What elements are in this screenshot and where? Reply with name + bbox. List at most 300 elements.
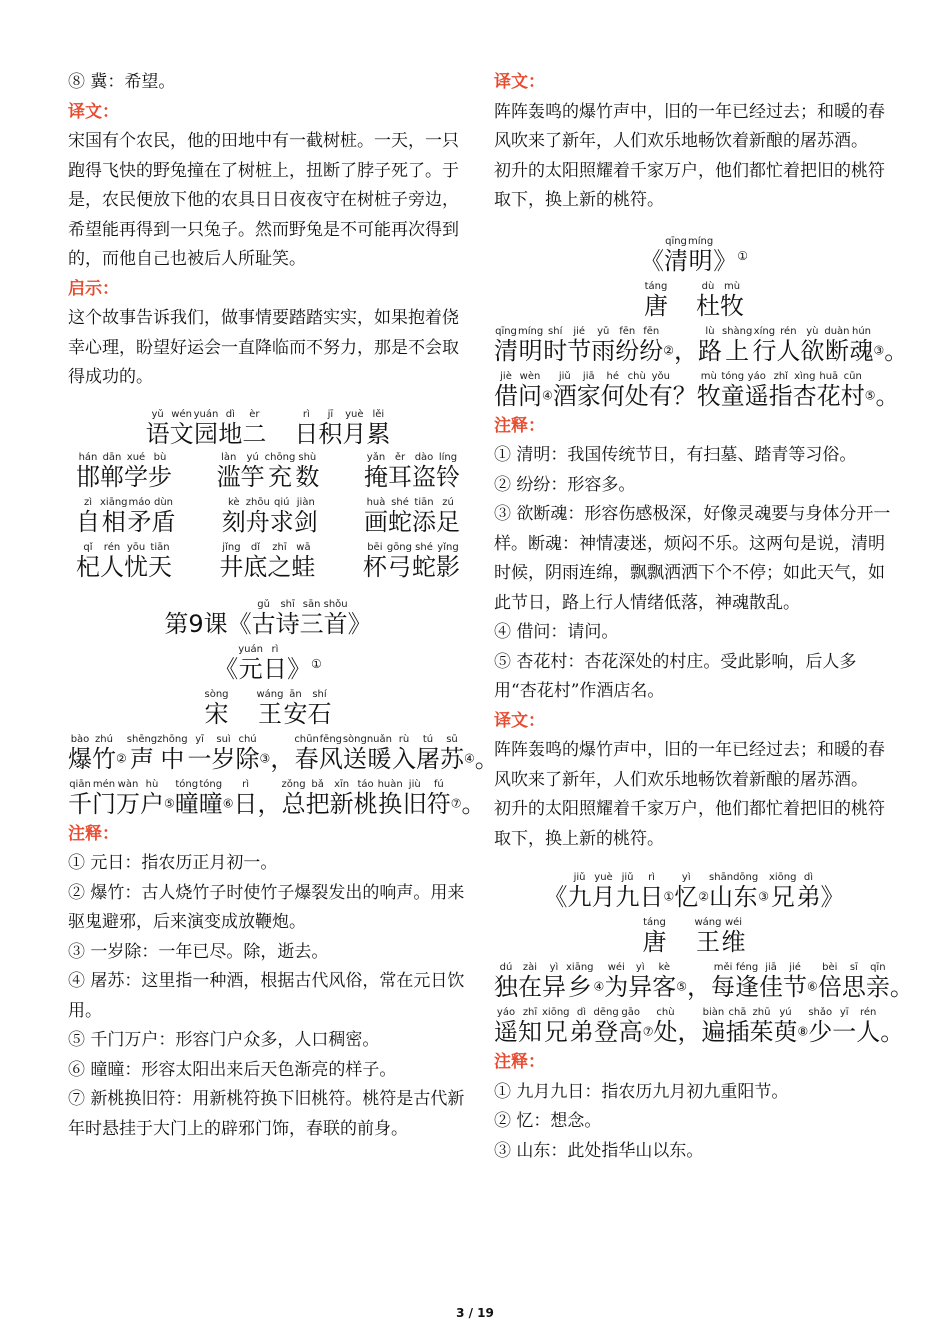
hanzi: 三	[299, 609, 324, 638]
pinyin-reading: dì	[803, 872, 814, 883]
pinyin-char	[243, 542, 267, 581]
pinyin-reading: yú	[779, 1007, 792, 1018]
pinyin-reading: fú	[433, 778, 444, 790]
poem-title-yuanri: 《 yuán 元 rì 日 》①	[214, 643, 322, 683]
pinyin-reading: nuǎn	[366, 733, 392, 745]
pinyin-char	[342, 409, 366, 448]
hanzi: 语	[145, 419, 170, 448]
pinyin-reading: wèn	[519, 370, 541, 382]
hanzi: 屠	[416, 744, 440, 773]
idiom-row-3	[68, 542, 468, 581]
hanzi: 园	[193, 419, 218, 448]
pinyin-reading: sòng	[204, 688, 229, 700]
pinyin-reading: gōng	[386, 541, 412, 553]
hanzi: 魂	[849, 336, 874, 365]
pinyin-reading: hé	[606, 370, 620, 382]
pinyin-char	[140, 779, 164, 818]
hanzi: 学	[124, 462, 148, 491]
hanzi: 独	[494, 973, 518, 1001]
pinyin-char	[494, 1007, 518, 1046]
pinyin-reading: dì	[576, 1007, 587, 1018]
hanzi: 月	[591, 883, 616, 911]
hanzi: 之	[267, 552, 292, 581]
hanzi: 问	[518, 381, 542, 410]
pinyin-reading: làn	[221, 451, 237, 463]
translation-heading: 译文：	[68, 101, 119, 122]
pinyin-char	[392, 734, 416, 773]
pinyin-reading: yú	[246, 451, 259, 463]
pinyin-reading: táng	[644, 280, 668, 292]
pinyin-char	[615, 326, 639, 365]
pinyin-char	[270, 497, 294, 536]
hanzi: 累	[366, 419, 391, 448]
hanzi: 异	[628, 973, 653, 1001]
pinyin-char	[701, 1007, 725, 1046]
pinyin-char	[619, 1007, 643, 1046]
hanzi: 杞	[76, 552, 100, 581]
pinyin-char	[543, 326, 567, 365]
poem-line-1: bào 爆 zhú 竹 ② shēng 声 zhōng 中 yī 一 suì 岁 chú 除 ③， chūn 春 fēng 风 sòng 送 nuǎn 暖 rù 入 tú 屠 sū 苏 ④。	[68, 733, 499, 773]
pinyin-reading: sū	[446, 733, 458, 745]
hanzi: 何	[600, 381, 625, 410]
pinyin-char	[628, 962, 652, 1001]
hanzi: 竹	[92, 744, 116, 773]
pinyin-char	[698, 326, 722, 365]
hanzi: 影	[436, 552, 460, 581]
pinyin-reading: jiā	[765, 962, 777, 973]
hanzi: 处	[653, 1018, 678, 1046]
note-item: ④ 屠苏：这里指一种酒，根据古代风俗，常在元日饮用。	[68, 971, 465, 1021]
pinyin-char	[188, 734, 212, 773]
pinyin-reading: táo	[357, 778, 374, 790]
pinyin-char	[696, 281, 720, 320]
hanzi: 声	[129, 744, 154, 773]
pinyin-char	[818, 962, 842, 1001]
hanzi: 维	[721, 928, 746, 956]
hanzi: 曈	[198, 789, 223, 818]
poem-author-qingming	[494, 281, 894, 320]
hanzi: 宋	[204, 699, 229, 728]
pinyin-reading: xiāng	[100, 496, 128, 508]
pinyin-char	[257, 689, 284, 728]
idiom	[76, 452, 172, 491]
pinyin-char	[291, 542, 315, 581]
hanzi: 步	[148, 462, 172, 491]
pinyin-char	[570, 1007, 594, 1046]
pinyin-reading: shù	[298, 451, 317, 463]
pinyin-char	[800, 326, 824, 365]
pinyin-reading: bèi	[822, 962, 838, 973]
pinyin-reading: rì	[302, 408, 310, 420]
translation-text: 宋国有个农民，他的田地中有一截树桩。一天，一只跑得飞快的野兔撞在了树桩上，扭断了脖子死了。于是，农民便放下他的农具日日夜夜守在树桩子旁边，希望能再得到一只兔子。然而野兔是不可能再次得到的，而他自己也被后人所耻笑。	[68, 131, 459, 269]
hanzi: 万	[116, 789, 140, 818]
pinyin-char	[436, 497, 460, 536]
hanzi: 舟	[245, 507, 270, 536]
pinyin-reading: biàn	[702, 1007, 725, 1018]
pinyin-char	[308, 689, 332, 728]
pinyin-char	[567, 326, 591, 365]
notes-heading: 注释：	[494, 415, 545, 436]
pinyin-char	[783, 962, 807, 1001]
pinyin-reading: jié	[573, 325, 586, 337]
pinyin-char	[76, 452, 100, 491]
hanzi: 底	[243, 552, 268, 581]
hanzi: 除	[235, 744, 260, 773]
hanzi: 苏	[440, 744, 464, 773]
hanzi: 符	[426, 789, 451, 818]
pinyin-char	[577, 371, 601, 410]
pinyin-reading: tóng	[175, 778, 199, 790]
pinyin-char	[246, 497, 270, 536]
pinyin-char	[436, 542, 460, 581]
hanzi: 少	[808, 1018, 833, 1046]
pinyin-char	[412, 542, 436, 581]
pinyin-reading: dùn	[154, 496, 174, 508]
pinyin-reading: huà	[366, 496, 386, 508]
pinyin-char	[749, 1007, 773, 1046]
pinyin-reading: xué	[126, 451, 146, 463]
pinyin-reading: ān	[289, 688, 302, 700]
pinyin-char	[808, 1007, 832, 1046]
idiom	[222, 497, 318, 536]
pinyin-reading: zhū	[752, 1007, 771, 1018]
hanzi: 春	[294, 744, 319, 773]
hanzi: 遍	[701, 1018, 726, 1046]
pinyin-reading: wén	[171, 408, 192, 420]
note-item: ② 爆竹：古人烧竹子时使竹子爆裂发出的响声。用来驱鬼避邪，后来演变成放鞭炮。	[68, 882, 465, 932]
hanzi: 人	[100, 552, 124, 581]
idiom-row-2	[68, 497, 468, 536]
pinyin-reading: shī	[280, 598, 295, 610]
idiom	[76, 497, 176, 536]
pinyin-reading: rì	[648, 872, 655, 883]
pinyin-char	[364, 497, 388, 536]
pinyin-reading: yù	[806, 325, 819, 337]
hanzi: 九	[567, 883, 592, 911]
hanzi: 王	[696, 928, 720, 956]
pinyin-reading: chūn	[294, 733, 319, 745]
hanzi: 新	[329, 789, 354, 818]
pinyin-char	[773, 1007, 797, 1046]
pinyin-char	[412, 497, 436, 536]
pinyin-reading: yuán	[193, 408, 219, 420]
pinyin-reading: yì	[635, 962, 645, 973]
pinyin-reading: chōng	[264, 451, 296, 463]
pinyin-char	[241, 452, 265, 491]
pinyin-char	[591, 326, 615, 365]
pinyin-reading: chā	[728, 1007, 747, 1018]
pinyin-char	[363, 542, 387, 581]
hanzi: 暖	[367, 744, 392, 773]
pinyin-reading: zhī	[522, 1007, 538, 1018]
hanzi: 在	[518, 973, 542, 1001]
pinyin-reading: yī	[195, 733, 204, 745]
hanzi: 刻	[221, 507, 246, 536]
hanzi: 积	[318, 419, 343, 448]
idiom	[76, 542, 172, 581]
pinyin-reading: dǐ	[250, 541, 260, 553]
note-item: ⑤ 千门万户：形容门户众多，人口稠密。	[68, 1030, 380, 1050]
hanzi: 雨	[591, 336, 616, 365]
hanzi: 千	[68, 789, 92, 818]
hanzi: 杏	[792, 381, 817, 410]
hanzi: 耳	[387, 462, 412, 491]
pinyin-char	[265, 452, 296, 491]
pinyin-reading: huā	[819, 370, 839, 382]
pinyin-char	[68, 779, 92, 818]
pinyin-reading: qīn	[870, 962, 886, 973]
pinyin-char	[725, 1007, 749, 1046]
note-item: ⑤ 杏花村：杏花深处的村庄。受此影响，后人多用“杏花村”作酒店名。	[494, 651, 857, 701]
pinyin-char	[146, 409, 170, 448]
pinyin-reading: shēng	[126, 733, 158, 745]
pinyin-char	[494, 371, 518, 410]
note-item: ③ 一岁除：一年已尽。除，逝去。	[68, 941, 329, 962]
pinyin-char	[518, 326, 543, 365]
hanzi: 牧	[720, 291, 744, 320]
pinyin-reading: rén	[860, 1007, 877, 1018]
pinyin-char	[219, 542, 243, 581]
pinyin-reading: wéi	[724, 917, 743, 928]
notes-heading: 注释：	[68, 823, 119, 844]
hanzi: 诗	[275, 609, 300, 638]
pinyin-char	[653, 1007, 677, 1046]
hanzi: 足	[436, 507, 460, 536]
note-item: ③ 山东：此处指华山以东。	[494, 1140, 704, 1161]
pinyin-char	[194, 409, 219, 448]
note-8: ⑧ 冀：希望。	[68, 72, 176, 92]
pinyin-reading: rén	[103, 541, 121, 553]
pinyin-reading: wā	[296, 541, 311, 553]
pinyin-reading: yōu	[126, 541, 146, 553]
pinyin-char	[100, 542, 124, 581]
pinyin-reading: zài	[522, 962, 538, 973]
pinyin-reading: zhōu	[245, 496, 270, 508]
pinyin-char	[440, 734, 464, 773]
note-item: ③ 欲断魂：形容伤感极深，好像灵魂要与身体分开一样。断魂：神情凄迷，烦闷不乐。这两句是说，清明时候，阴雨连绵，飘飘洒洒下个不停；如此天气，如此节日，路上行人情绪低落，神魂散乱。	[494, 504, 891, 613]
hanzi: 竽	[240, 462, 265, 491]
pinyin-reading: dēng	[593, 1007, 619, 1018]
hanzi: 断	[824, 336, 849, 365]
pinyin-char	[752, 326, 776, 365]
hanzi: 茱	[749, 1018, 774, 1046]
pinyin-char	[604, 962, 628, 1001]
pinyin-char	[721, 371, 745, 410]
pinyin-char	[735, 962, 759, 1001]
hanzi: 相	[101, 507, 126, 536]
note-item: ① 清明：我国传统节日，有扫墓、踏青等习俗。	[494, 445, 857, 465]
pinyin-reading: jiàn	[296, 496, 315, 508]
hanzi: 有	[648, 381, 673, 410]
hanzi: 数	[295, 462, 320, 491]
pinyin-reading: wàn	[117, 778, 139, 790]
hanzi: 登	[594, 1018, 619, 1046]
pinyin-char	[124, 542, 148, 581]
pinyin-char	[722, 326, 752, 365]
note-item: ① 九月九日：指农历九月初九重阳节。	[494, 1081, 789, 1102]
pinyin-reading: zǒng	[281, 778, 306, 790]
poem-title-jiuyue: 《 jiǔ 九 yuè 月 jiǔ 九 rì 日 ① yì 忆 ② shān 山 dōng 东 ③ xiōng 兄 dì 弟 》	[543, 872, 845, 911]
pinyin-char	[92, 734, 116, 773]
pinyin-reading: tiān	[150, 541, 170, 553]
pinyin-reading: yǒu	[651, 370, 670, 382]
hanzi: 遥	[744, 381, 769, 410]
hanzi: 月	[342, 419, 367, 448]
pinyin-reading: chú	[238, 733, 257, 745]
pinyin-reading: qiú	[274, 496, 290, 508]
pinyin-char	[720, 281, 744, 320]
hanzi: 盾	[151, 507, 176, 536]
hanzi: 地	[218, 419, 243, 448]
hanzi: 天	[148, 552, 172, 581]
pinyin-char	[616, 872, 640, 911]
pinyin-reading: yì	[681, 872, 691, 883]
idiom-row-1	[68, 452, 468, 491]
pinyin-reading: hán	[78, 451, 98, 463]
hanzi: 二	[242, 419, 267, 448]
pinyin-reading: máo	[128, 496, 151, 508]
pinyin-reading: zhú	[95, 733, 113, 745]
pinyin-char	[592, 872, 616, 911]
hanzi: 指	[768, 381, 793, 410]
pinyin-reading: gāo	[621, 1007, 640, 1018]
pinyin-reading: sān	[302, 598, 321, 610]
hanzi: 王	[258, 699, 282, 728]
pinyin-char	[568, 872, 592, 911]
pinyin-char	[367, 734, 392, 773]
hanzi: 童	[720, 381, 745, 410]
hanzi: 清	[664, 246, 688, 275]
pinyin-char	[769, 371, 793, 410]
hanzi: 山	[709, 883, 734, 911]
pinyin-reading: wáng	[256, 688, 284, 700]
note-item: ② 纷纷：形容多。	[494, 474, 636, 495]
idiom	[363, 542, 460, 581]
pinyin-char	[318, 409, 342, 448]
hanzi: 入	[392, 744, 416, 773]
pinyin-char	[148, 542, 172, 581]
pinyin-reading: lěi	[372, 408, 385, 420]
pinyin-char	[866, 962, 890, 1001]
pinyin-reading: dān	[102, 451, 122, 463]
pinyin-reading: tóng	[199, 778, 223, 790]
pinyin-reading: shǒu	[323, 598, 348, 610]
hanzi: 杜	[696, 291, 720, 320]
hanzi: 唐	[644, 291, 668, 320]
pinyin-char	[427, 779, 451, 818]
pinyin-char	[100, 497, 128, 536]
hanzi: 盗	[411, 462, 436, 491]
pinyin-char	[378, 779, 403, 818]
pinyin-reading: yǔ	[151, 408, 164, 420]
translation-text: 阵阵轰鸣的爆竹声中，旧的一年已经过去；和暖的春风吹来了新年，人们欢乐地畅饮着新酿的屠苏酒。	[494, 740, 885, 790]
hanzi: 为	[604, 973, 629, 1001]
hanzi: 家	[576, 381, 601, 410]
insight-text: 这个故事告诉我们，做事情要踏踏实实，如果抱着侥幸心理，盼望好运会一直降临而不努力，那是不会取得成功的。	[68, 308, 459, 387]
pinyin-char	[276, 599, 300, 638]
hanzi: 送	[342, 744, 367, 773]
pinyin-char	[306, 779, 330, 818]
hanzi: 添	[412, 507, 436, 536]
hanzi: 路	[697, 336, 722, 365]
pinyin-reading: xiōng	[768, 872, 797, 883]
translation-text: 初升的太阳照耀着千家万户，他们都忙着把旧的桃符取下，换上新的桃符。	[494, 160, 885, 210]
pinyin-reading: qīng	[495, 325, 517, 337]
idiom	[219, 542, 315, 581]
pinyin-reading: xìng	[794, 370, 816, 382]
hanzi: 处	[624, 381, 649, 410]
pinyin-char	[364, 452, 388, 491]
pinyin-reading: shé	[391, 496, 409, 508]
hanzi: 旧	[402, 789, 427, 818]
pinyin-reading: huàn	[377, 778, 403, 790]
pinyin-reading: míng	[518, 325, 544, 337]
pinyin-reading: mù	[723, 280, 741, 292]
pinyin-char	[416, 734, 440, 773]
pinyin-char	[412, 452, 436, 491]
hanzi: 乡	[567, 973, 592, 1001]
pinyin-reading: sī	[849, 962, 858, 973]
pinyin-char	[625, 371, 649, 410]
pinyin-reading: chù	[627, 370, 646, 382]
pinyin-char	[518, 1007, 542, 1046]
pinyin-reading: bēi	[367, 541, 383, 553]
hanzi: 充	[267, 462, 292, 491]
idiom	[364, 497, 460, 536]
hanzi: 东	[733, 883, 758, 911]
pinyin-char	[652, 962, 676, 1001]
pinyin-char	[745, 371, 769, 410]
hanzi: 安	[283, 699, 308, 728]
pinyin-char	[267, 542, 291, 581]
left-column	[68, 68, 499, 1144]
pinyin-char	[263, 644, 287, 683]
hanzi: 日	[233, 789, 258, 818]
pinyin-char	[850, 326, 874, 365]
pinyin-reading: fēn	[643, 325, 660, 337]
hanzi: 节	[567, 336, 592, 365]
hanzi: 异	[542, 973, 566, 1001]
hanzi: 杯	[362, 552, 387, 581]
pinyin-char	[388, 452, 412, 491]
translation-text: 初升的太阳照耀着千家万户，他们都忙着把旧的桃符取下，换上新的桃符。	[494, 799, 885, 849]
pinyin-char	[92, 779, 116, 818]
hanzi: 倍	[817, 973, 842, 1001]
pinyin-char	[282, 779, 306, 818]
pinyin-reading: suì	[216, 733, 231, 745]
hanzi: 中	[160, 744, 185, 773]
hanzi: 亲	[865, 973, 890, 1001]
pinyin-reading: jǐng	[222, 541, 241, 553]
pinyin-char	[842, 962, 866, 1001]
pinyin-char	[294, 409, 318, 448]
note-item: ② 忆：想念。	[494, 1111, 602, 1131]
hanzi: 自	[76, 507, 100, 536]
translation-heading: 译文：	[494, 710, 545, 731]
pinyin-reading: mén	[92, 778, 116, 790]
pinyin-char	[294, 497, 318, 536]
pinyin-reading: fēn	[619, 325, 636, 337]
pinyin-char	[776, 326, 800, 365]
pinyin-reading: zú	[442, 496, 454, 508]
pinyin-char	[601, 371, 625, 410]
hanzi: 忧	[124, 552, 148, 581]
pinyin-char	[640, 872, 664, 911]
hanzi: 花	[816, 381, 841, 410]
hanzi: 日	[262, 654, 287, 683]
pinyin-char	[494, 326, 518, 365]
pinyin-reading: shé	[415, 541, 433, 553]
